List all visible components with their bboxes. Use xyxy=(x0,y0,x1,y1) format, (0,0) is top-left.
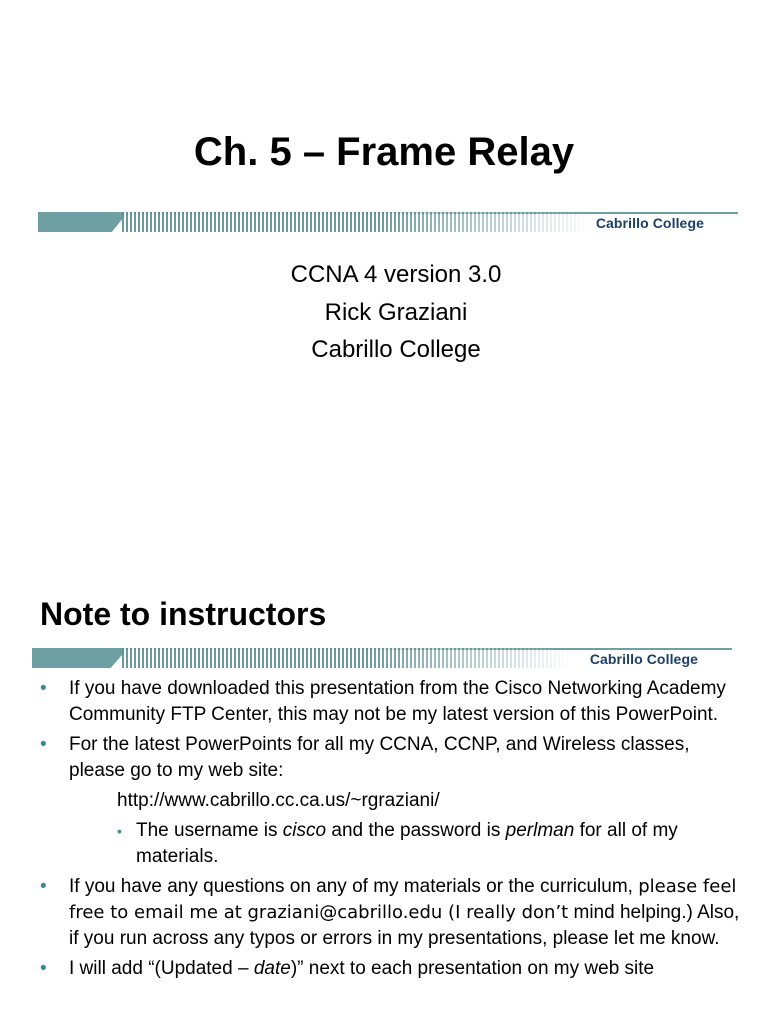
subtitle-line-author: Rick Graziani xyxy=(324,298,468,326)
bullet-item xyxy=(0,956,768,982)
bullet-text-a: If you have any questions on any of my materials or the curriculum, xyxy=(69,876,639,897)
subtitle-line-college: Cabrillo College xyxy=(311,336,481,363)
bullet-text-a: I will add “(Updated – xyxy=(69,958,254,979)
cabrillo-banner xyxy=(38,212,738,232)
bullet-item xyxy=(0,732,768,784)
email-text: please feel free to email me at graziani@cabrillo.edu (I really don’t xyxy=(69,876,737,923)
username-value: cisco xyxy=(282,820,327,841)
sub-bullet-dot-icon: • xyxy=(117,823,122,839)
subtitle-block xyxy=(0,256,768,369)
password-value: perlman xyxy=(505,820,575,841)
website-url: http://www.cabrillo.cc.ca.us/~rgraziani/ xyxy=(117,790,440,811)
subtitle-line-course: CCNA 4 version 3.0 xyxy=(290,261,502,288)
sub-bullet-item xyxy=(0,818,768,870)
note-slide xyxy=(0,540,768,1024)
bullet-text-c: mind helping.) Also, if you run across any typos or errors in my presentations, please let me know. xyxy=(69,902,740,949)
bullet-dot-icon: • xyxy=(40,958,47,979)
banner-stripes xyxy=(122,212,592,232)
bullet-item xyxy=(0,676,768,728)
slide-title: Note to instructors xyxy=(40,596,327,632)
slide-title: Ch. 5 – Frame Relay xyxy=(193,130,575,174)
sub-text-c: and the password is xyxy=(326,820,506,841)
banner-college-label: Cabrillo College xyxy=(589,651,698,667)
banner-solid-block xyxy=(32,648,128,668)
bullet-dot-icon: • xyxy=(40,678,47,699)
cabrillo-banner xyxy=(32,648,732,668)
bullet-text: For the latest PowerPoints for all my CCNA, CCNP, and Wireless classes, please go to my web site: xyxy=(69,734,690,781)
bullet-text: If you have downloaded this presentation from the Cisco Networking Academy Community FTP Center, this may not be my latest version of this PowerPoint. xyxy=(69,678,726,725)
banner-stripes xyxy=(122,648,572,668)
bullet-dot-icon: • xyxy=(40,734,47,755)
sub-text-e: for all of my materials. xyxy=(136,820,678,867)
bullet-dot-icon: • xyxy=(40,876,47,897)
banner-college-label: Cabrillo College xyxy=(595,215,704,231)
banner-solid-block xyxy=(38,212,128,232)
bullet-text-c: )” next to each presentation on my web site xyxy=(290,958,655,979)
date-word: date xyxy=(253,958,291,979)
bullet-item xyxy=(0,874,768,952)
sub-text-a: The username is xyxy=(136,820,283,841)
bullet-list xyxy=(0,676,768,986)
